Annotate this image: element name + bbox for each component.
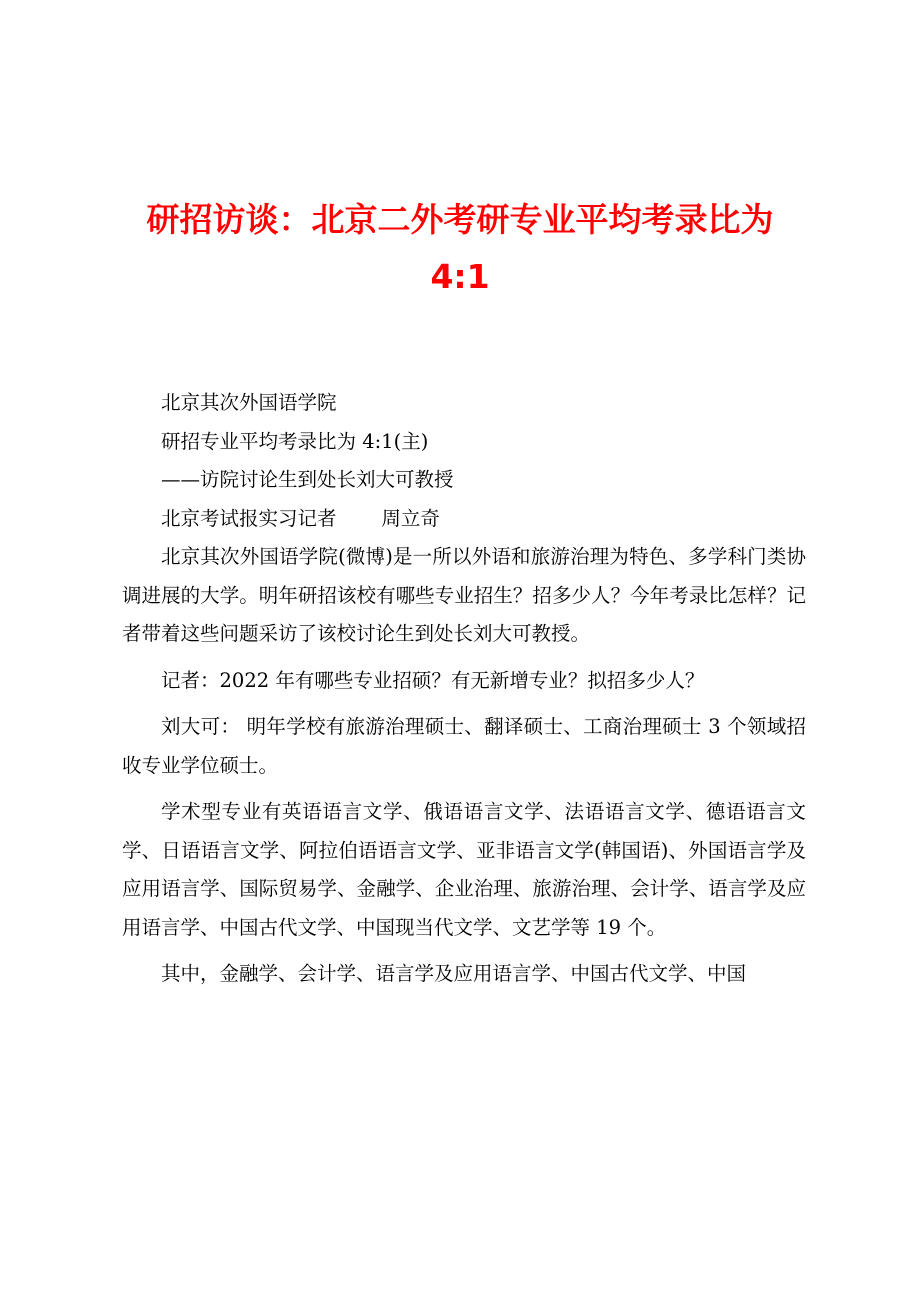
header-line-subtitle: 研招专业平均考录比为 4:1(主)	[161, 429, 429, 453]
document-title-line-2: 4:1	[430, 257, 490, 296]
byline-name: 周立奇	[381, 506, 440, 530]
byline	[122, 500, 806, 539]
header-line-interviewee: ——访院讨论生到处长刘大可教授	[161, 468, 454, 491]
paragraph-among-them: 其中，金融学、会计学、语言学及应用语言学、中国古代文学、中国	[161, 962, 747, 985]
paragraph-academic-majors: 学术型专业有英语语言文学、俄语语言文学、法语语言文学、德语语言文学、日语语言文学、阿拉伯语语言文学、亚非语言文学(韩国语)、外国语言学及应用语言学、国际贸易学、金融学、企业治理、旅游治理、会计学、语言学及应用语言学、中国古代文学、中国现当代文学、文艺学等 19 个。	[122, 800, 806, 939]
paragraph-intro: 北京其次外国语学院(微博)是一所以外语和旅游治理为特色、多学科门类协调进展的大学。明年研招该校有哪些专业招生？招多少人？今年考录比怎样？记者带着这些问题采访了该校讨论生到处长刘大可教授。	[122, 545, 806, 645]
paragraph-answer: 刘大可： 明年学校有旅游治理硕士、翻译硕士、工商治理硕士 3 个领域招收专业学位硕士。	[122, 715, 806, 777]
document-title-line-1: 研招访谈：北京二外考研专业平均考录比为	[146, 200, 774, 239]
header-line-school: 北京其次外国语学院	[161, 391, 337, 414]
document-body	[122, 384, 806, 994]
byline-label: 北京考试报实习记者	[161, 506, 337, 530]
paragraph-question: 记者：2022 年有哪些专业招硕？有无新增专业？拟招多少人？	[161, 668, 705, 692]
